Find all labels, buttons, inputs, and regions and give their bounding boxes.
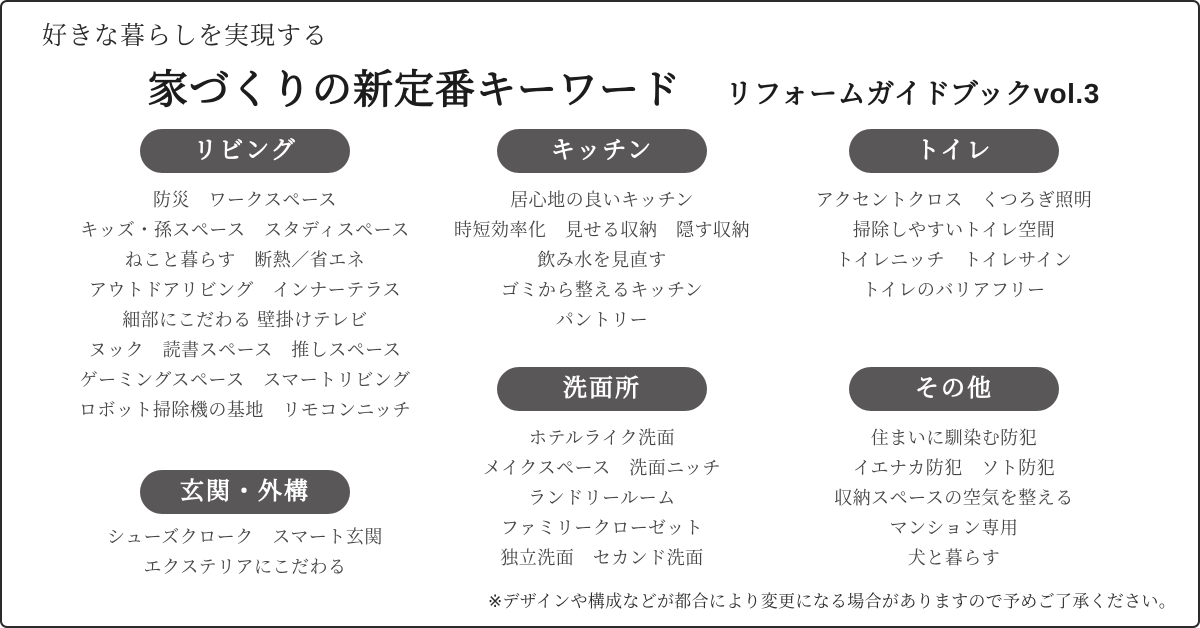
keyword-line: 時短効率化 見せる収納 隠す収納 [454,220,750,240]
keyword-line: 細部にこだわる 壁掛けテレビ [122,310,368,330]
keyword-line: 防災 ワークスペース [153,190,337,210]
section-kitchen-keywords [422,185,782,335]
keyword-line: パントリー [555,310,649,330]
section-others-keywords [769,423,1139,573]
section-washroom [422,367,782,573]
keyword-line: ゲーミングスペース スマートリビング [79,370,411,390]
keyword-line: アクセントクロス くつろぎ照明 [815,190,1093,210]
section-entrance-exterior [55,470,435,582]
section-toilet-keywords [769,185,1139,305]
edition-label: リフォームガイドブックvol.3 [725,78,1100,109]
keyword-line: ヌック 読書スペース 推しスペース [88,340,402,360]
keyword-line: ゴミから整えるキッチン [500,280,704,300]
page-header [42,16,1168,115]
section-toilet [769,129,1139,305]
keyword-line: 掃除しやすいトイレ空間 [852,220,1056,240]
section-living-keywords [55,185,435,425]
keyword-line: シューズクローク スマート玄関 [107,527,383,547]
page-title: 家づくりの新定番キーワード [148,68,681,112]
section-entrance-exterior-keywords [55,522,435,582]
section-kitchen [422,129,782,335]
keyword-line: エクステリアにこだわる [143,557,347,577]
keyword-line: 独立洗面 セカンド洗面 [500,548,704,568]
keyword-line: ホテルライク洗面 [528,428,676,448]
keyword-line: ロボット掃除機の基地 リモコンニッチ [78,400,412,420]
keyword-line: キッズ・孫スペース スタディスペース [80,220,410,240]
keyword-line: マンション専用 [889,518,1019,538]
keyword-line: ねこと暮らす 断熱／省エネ [124,250,366,270]
keyword-line: 住まいに馴染む防犯 [870,428,1038,448]
keyword-line: アウトドアリビング インナーテラス [88,280,402,300]
keyword-line: トイレニッチ トイレサイン [835,250,1073,270]
page-subtitle: 好きな暮らしを実現する [42,22,329,50]
section-others-header: その他 [849,367,1059,411]
keyword-line: イエナカ防犯 ソト防犯 [852,458,1056,478]
keyword-line: 収納スペースの空気を整える [834,488,1074,508]
keyword-line: 飲み水を見直す [537,250,667,270]
section-living-header: リビング [140,129,350,173]
section-others [769,367,1139,573]
section-washroom-header: 洗面所 [497,367,707,411]
keyword-line: 犬と暮らす [907,548,1001,568]
title-row [148,58,1168,115]
keyword-line: メイクスペース 洗面ニッチ [483,458,721,478]
section-toilet-header: トイレ [849,129,1059,173]
disclaimer-note: ※デザインや構成などが都合により変更になる場合がありますので予めご了承ください。 [487,592,1176,611]
keyword-line: ファミリークローゼット [500,518,704,538]
section-entrance-exterior-header: 玄関・外構 [140,470,350,514]
section-washroom-keywords [422,423,782,573]
section-kitchen-header: キッチン [497,129,707,173]
section-living [55,129,435,425]
keyword-line: ランドリールーム [528,488,676,508]
keyword-line: トイレのバリアフリー [862,280,1046,300]
keyword-line: 居心地の良いキッチン [510,190,694,210]
